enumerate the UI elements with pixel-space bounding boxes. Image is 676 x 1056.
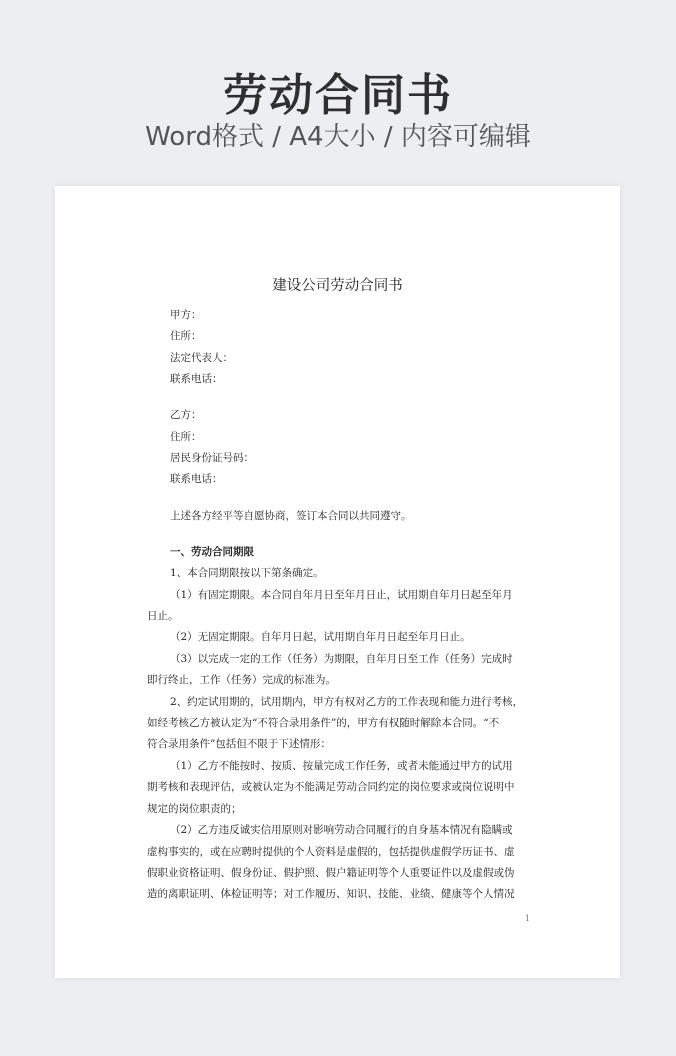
party-a-address-label: 住所： — [170, 330, 202, 342]
clause1: 1、本合同期限按以下第条确定。 — [170, 567, 324, 579]
document-title: 建设公司劳动合同书 — [272, 278, 403, 294]
clause2-2-line-a: （2）乙方违反诚实信用原则对影响劳动合同履行的自身基本情况有隐瞒或 — [170, 824, 513, 836]
clause2-1-line-b: 期考核和表现评估，或被认定为不能满足劳动合同约定的岗位要求或岗位说明中 — [147, 781, 515, 793]
party-a-name-label: 甲方： — [170, 309, 202, 321]
party-b-id-label: 居民身份证号码： — [170, 452, 254, 464]
clause2-1-line-a: （1）乙方不能按时、按质、按量完成工作任务，或者未能通过甲方的试用 — [170, 760, 513, 772]
clause1-1-line-b: 日止。 — [147, 610, 179, 622]
clause2-1-line-c: 规定的岗位职责的； — [147, 803, 242, 815]
party-a-legal-rep-label: 法定代表人： — [170, 352, 233, 364]
banner-title: 劳动合同书 — [223, 70, 453, 121]
clause1-2: （2）无固定期限。自年月日起，试用期自年月日起至年月日止。 — [170, 631, 471, 643]
party-a-phone-label: 联系电话： — [170, 373, 223, 385]
document-page — [55, 186, 620, 978]
page-number: 1 — [524, 914, 530, 923]
party-b-address-label: 住所： — [170, 431, 202, 443]
clause1-3-line-a: （3）以完成一定的工作（任务）为期限，自年月日至工作（任务）完成时 — [170, 653, 513, 665]
preamble: 上述各方经平等自愿协商，签订本合同以共同遵守。 — [170, 510, 412, 522]
clause2-2-line-c: 假职业资格证明、假身份证、假护照、假户籍证明等个人重要证件以及虚假或伪 — [147, 867, 515, 879]
party-b-phone-label: 联系电话： — [170, 473, 223, 485]
clause2-2-line-b: 虚构事实的，或在应聘时提供的个人资料是虚假的，包括提供虚假学历证书、虚 — [147, 846, 515, 858]
clause1-1-line-a: （1）有固定期限。本合同自年月日至年月日止，试用期自年月日起至年月 — [170, 589, 513, 601]
section1-heading: 一、劳动合同期限 — [170, 546, 254, 558]
clause2-line-b: 如经考核乙方被认定为“不符合录用条件”的，甲方有权随时解除本合同。“不 — [147, 717, 500, 729]
clause2-line-c: 符合录用条件”包括但不限于下述情形： — [147, 738, 331, 750]
clause2-2-line-d: 造的离职证明、体检证明等；对工作履历、知识、技能、业绩、健康等个人情况 — [147, 888, 515, 900]
banner-subtitle: Word格式 / A4大小 / 内容可编辑 — [145, 122, 531, 152]
clause1-3-line-b: 即行终止，工作（任务）完成的标准为。 — [147, 674, 336, 686]
party-b-name-label: 乙方： — [170, 409, 202, 421]
clause2-line-a: 2、约定试用期的，试用期内，甲方有权对乙方的工作表现和能力进行考核， — [170, 696, 524, 708]
